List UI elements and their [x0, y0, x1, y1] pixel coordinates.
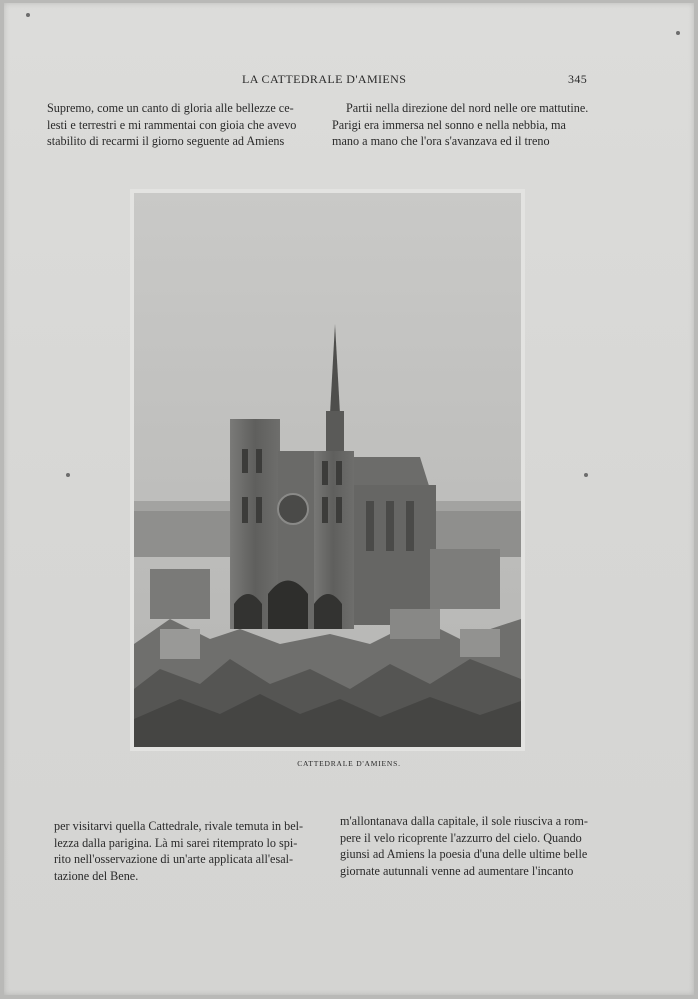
- text-line: lesti e terrestri e mi rammentai con gioia che avevo: [47, 117, 297, 132]
- cathedral-illustration: [130, 189, 525, 751]
- text-line: m'allontanava dalla capitale, il sole riusciva a rom-: [340, 814, 588, 828]
- rose-window: [278, 494, 308, 524]
- page-number: 345: [568, 72, 588, 86]
- nave-roof: [348, 457, 430, 489]
- text-line: stabilito di recarmi il giorno seguente ad Amiens: [47, 134, 285, 148]
- text-line: per visitarvi quella Cattedrale, rivale temuta in bel-: [54, 819, 304, 833]
- bottom-left-column: [54, 818, 326, 884]
- text-line: giunsi ad Amiens la poesia d'una delle ultime belle: [340, 847, 588, 861]
- text-line: Parigi era immersa nel sonno e nella nebbia, ma: [332, 117, 566, 132]
- cathedral-photograph: [130, 189, 525, 751]
- figure-caption: CATTEDRALE D'AMIENS.: [297, 759, 401, 768]
- paper-speck: [26, 13, 30, 17]
- running-title: LA CATTEDRALE D'AMIENS: [242, 72, 407, 86]
- portal-right: [314, 594, 342, 629]
- portal-left: [234, 594, 262, 629]
- paper-speck: [66, 473, 70, 477]
- text-line: Supremo, come un canto di gloria alle bellezze ce-: [47, 101, 294, 115]
- text-line: lezza dalla parigina. Là mi sarei ritemprato lo spi-: [54, 835, 298, 850]
- text-line: pere il velo ricoprente l'azzurro del cielo. Quando: [340, 830, 582, 845]
- text-line: giornate autunnali venne ad aumentare l'incanto: [340, 863, 574, 878]
- bottom-right-column: [340, 813, 608, 879]
- text-line: mano a mano che l'ora s'avanzava ed il treno: [332, 134, 550, 148]
- top-right-column: [332, 100, 602, 150]
- paper-speck: [676, 31, 680, 35]
- top-left-column: [47, 100, 320, 150]
- paper-speck: [584, 473, 588, 477]
- text-line: tazione del Bene.: [54, 868, 139, 883]
- portal-center: [268, 581, 308, 630]
- text-line: Partii nella direzione del nord nelle ore mattutine.: [346, 101, 589, 115]
- book-page: [4, 3, 694, 995]
- text-line: rito nell'osservazione di un'arte applicata all'esal-: [54, 852, 294, 866]
